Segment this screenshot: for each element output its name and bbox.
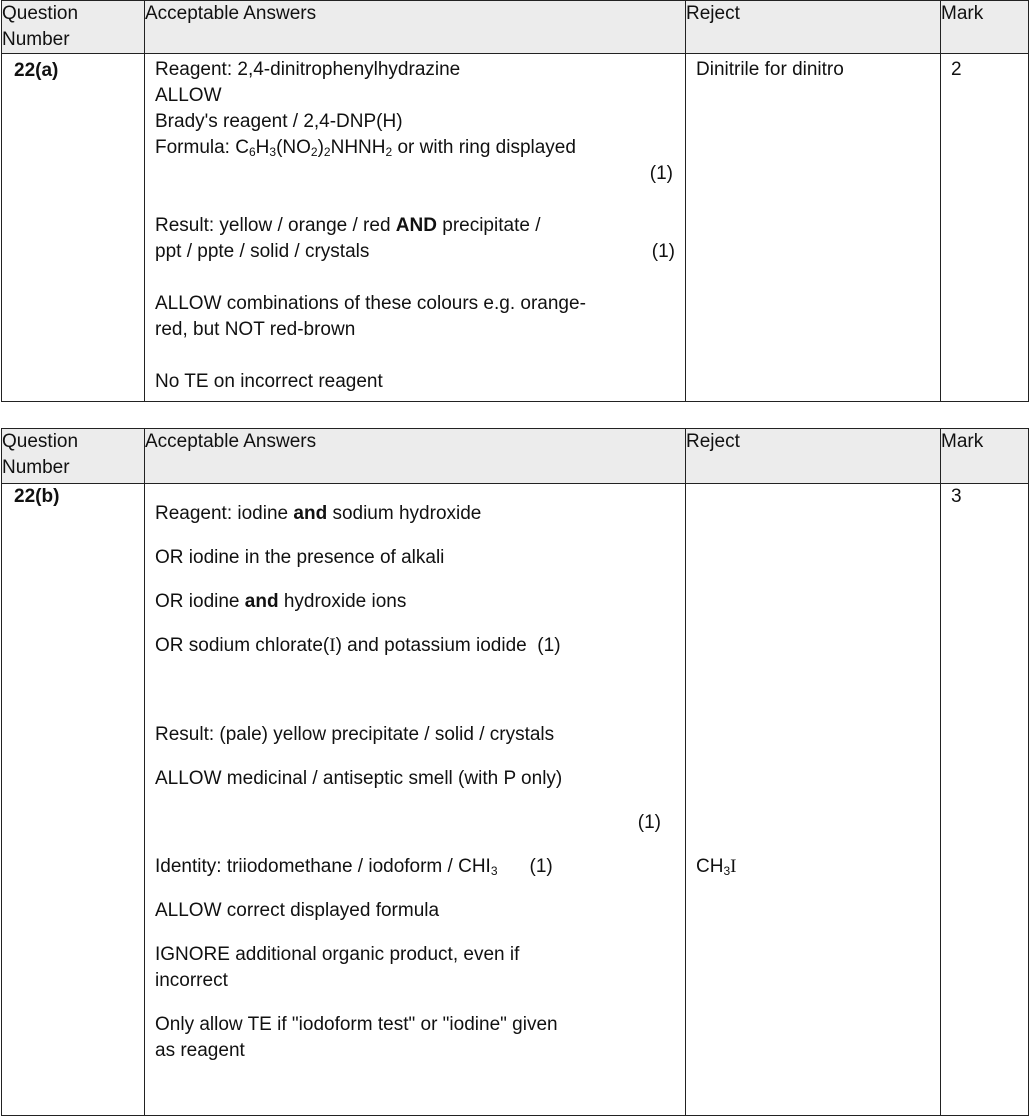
mark-1-result: (1)	[637, 812, 661, 833]
mark-22a: 2	[941, 54, 1029, 402]
header-question-number: Question Number	[2, 429, 145, 484]
allow-combo-line-1: ALLOW combinations of these colours e.g. orange-	[155, 293, 586, 314]
only-te-line-2: as reagent	[155, 1040, 245, 1061]
mark-22b: 3	[941, 484, 1029, 1116]
header-acceptable-answers: Acceptable Answers	[145, 1, 686, 54]
answers-22b	[145, 484, 686, 1116]
header-mark: Mark	[941, 1, 1029, 54]
allow-displayed-line: ALLOW correct displayed formula	[155, 900, 440, 921]
result-line: Result: (pale) yellow precipitate / solid / crystals	[155, 724, 555, 745]
reagent-line: Reagent: 2,4-dinitrophenylhydrazine	[155, 59, 461, 80]
or-hydroxide-line: OR iodine and hydroxide ions	[155, 591, 407, 612]
reject-22b	[686, 484, 941, 1116]
ignore-line-2: incorrect	[155, 970, 228, 991]
brady-line: Brady's reagent / 2,4-DNP(H)	[155, 111, 403, 132]
reagent-line: Reagent: iodine and sodium hydroxide	[155, 503, 482, 524]
result-line-2: ppt / ppte / solid / crystals (1)	[155, 239, 675, 265]
mark-scheme-table-22b	[1, 428, 1029, 1116]
ignore-line-1: IGNORE additional organic product, even if	[155, 944, 520, 965]
mark-1-reagent: (1)	[649, 163, 673, 184]
header-reject: Reject	[686, 1, 941, 54]
reject-ch3i: $CH_3I$	[696, 856, 737, 878]
result-line-1: Result: yellow / orange / red AND precipitate /	[155, 215, 541, 236]
header-reject: Reject	[686, 429, 941, 484]
allow-label: ALLOW	[155, 85, 222, 106]
header-mark: Mark	[941, 429, 1029, 484]
question-number-22a: 22(a)	[2, 54, 145, 402]
allow-combo-line-2: red, but NOT red-brown	[155, 319, 356, 340]
answers-22a	[145, 54, 686, 402]
reject-22a: Dinitrile for dinitro	[686, 54, 941, 402]
header-question-number: Question Number	[2, 1, 145, 54]
header-acceptable-answers: Acceptable Answers	[145, 429, 686, 484]
allow-smell-line: ALLOW medicinal / antiseptic smell (with P only)	[155, 768, 563, 789]
formula-line: Formula: $C_6H_3(NO_2)_2NHNH_2$ or with ring displayed	[155, 137, 576, 159]
mark-1-identity: (1)	[529, 856, 553, 877]
mark-scheme-table-22a	[1, 0, 1029, 402]
question-number-22b: 22(b)	[2, 484, 145, 1116]
identity-line: Identity: triiodomethane / iodoform / $CHI_3$ (1)	[155, 856, 553, 878]
mark-1-result: (1)	[651, 241, 675, 262]
or-alkali-line: OR iodine in the presence of alkali	[155, 547, 445, 568]
only-te-line-1: Only allow TE if "iodoform test" or "iodine" given	[155, 1014, 558, 1035]
no-te-line: No TE on incorrect reagent	[155, 371, 383, 392]
mark-1-reagent: (1)	[537, 635, 561, 656]
or-chlorate-line: OR sodium chlorate(I) and potassium iodide (1)	[155, 635, 561, 656]
